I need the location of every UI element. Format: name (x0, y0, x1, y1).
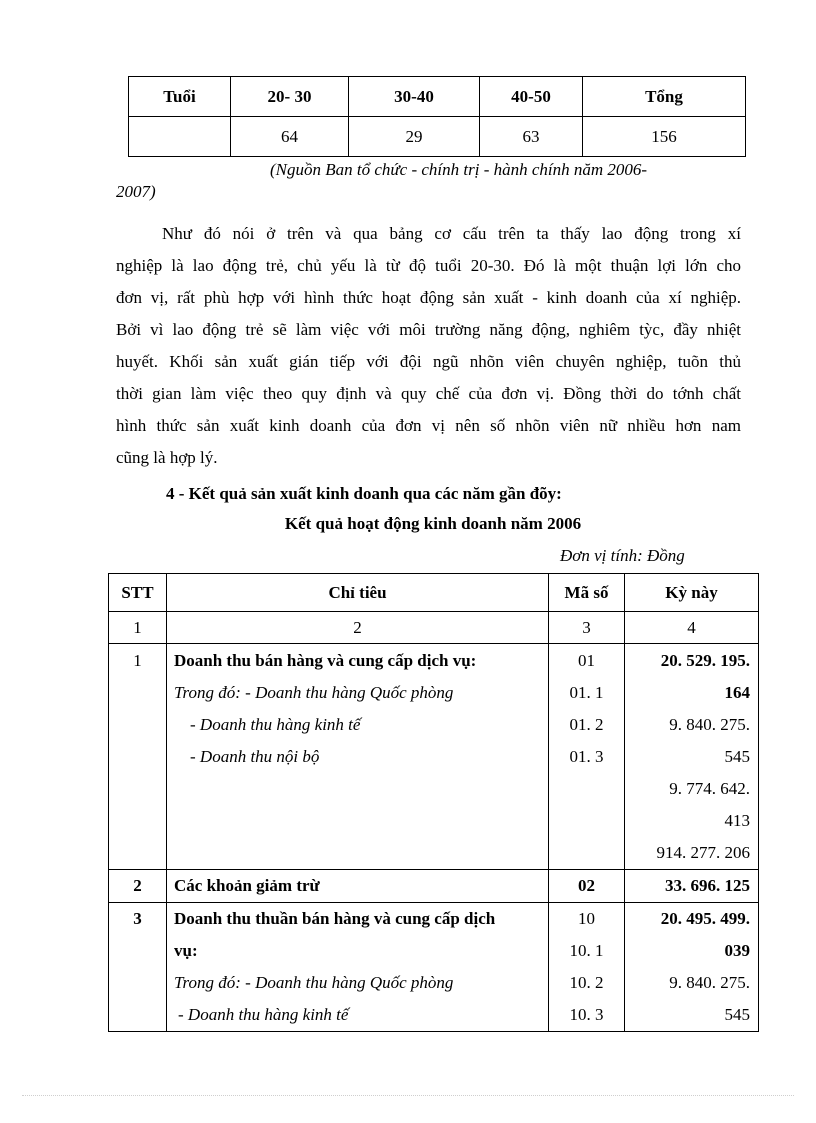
code-value: 10. 3 (569, 1005, 604, 1024)
paragraph-line: Bởi vì lao động trẻ sẽ làm việc với môi trường năng động, nghiêm tỳc, đầy nhiệt (116, 320, 741, 339)
amount-cell (625, 644, 759, 870)
code-value: 02 (578, 876, 595, 895)
header-cell: Tổng (583, 77, 746, 117)
header-cell: 40-50 (480, 77, 583, 117)
stt-cell (109, 644, 167, 870)
paragraph-line: huyết. Khối sản xuất gián tiếp với đội ngũ nhõn viên chuyên nghiệp, tuõn thủ (116, 352, 741, 371)
amount-value: 9. 774. 642. (669, 779, 750, 798)
page-footer-divider (22, 1095, 794, 1096)
item-label: - Doanh thu hàng kinh tế (178, 1005, 349, 1024)
body-paragraph (116, 218, 741, 474)
label-cell (167, 903, 549, 1032)
label-cell (167, 870, 549, 903)
item-label: Doanh thu bán hàng và cung cấp dịch vụ: (174, 651, 477, 670)
unit-label: Đơn vị tính: Đồng (560, 546, 685, 565)
header-cell: Tuổi (129, 77, 231, 117)
amount-value: 20. 495. 499. (660, 909, 750, 928)
code-cell (549, 644, 625, 870)
label-cell (167, 644, 549, 870)
code-value: 10. 2 (569, 973, 604, 992)
amount-cell (625, 903, 759, 1032)
value-cell: 64 (231, 117, 349, 157)
amount-value: 9. 840. 275. (669, 715, 750, 734)
stt-cell (109, 903, 167, 1032)
table-row (109, 644, 759, 870)
col-number: 1 (109, 612, 167, 644)
code-value: 10 (578, 909, 595, 928)
paragraph-line: đơn vị, rất phù hợp với hình thức hoạt động sản xuất - kinh doanh của xí nghiệp. (116, 288, 741, 307)
table-row (109, 612, 759, 644)
table-row (109, 870, 759, 903)
item-label: vụ: (174, 941, 198, 960)
value-cell: 63 (480, 117, 583, 157)
table-header-row (109, 574, 759, 612)
code-value: 01 (578, 651, 595, 670)
table-title: Kết quả hoạt động kinh doanh năm 2006 (284, 514, 582, 533)
amount-value: 413 (724, 811, 750, 830)
header-cell: STT (109, 574, 167, 612)
value-cell: 156 (583, 117, 746, 157)
stt-value: 1 (133, 651, 142, 670)
paragraph-line: hình thức sản xuất kinh doanh của đơn vị nên số nhõn viên nữ nhiều hơn nam (116, 416, 741, 435)
stt-value: 2 (133, 876, 142, 895)
code-value: 01. 2 (569, 715, 604, 734)
amount-cell (625, 870, 759, 903)
table-row (129, 117, 746, 157)
item-label: - Doanh thu hàng kinh tế (190, 715, 361, 734)
paragraph-line: cũng là hợp lý. (116, 448, 218, 467)
paragraph-line: nghiệp là lao động trẻ, chủ yếu là từ độ tuổi 20-30. Đó là một thuận lợi lớn cho (116, 256, 741, 275)
item-label: Trong đó: - Doanh thu hàng Quốc phòng (174, 973, 454, 992)
header-cell: Chỉ tiêu (167, 574, 549, 612)
amount-value: 039 (724, 941, 750, 960)
code-cell (549, 903, 625, 1032)
value-cell: 29 (349, 117, 480, 157)
code-cell (549, 870, 625, 903)
source-note: (Nguồn Ban tổ chức - chính trị - hành chính năm 2006- (270, 160, 648, 179)
paragraph-line: Như đó nói ở trên và qua bảng cơ cấu trên ta thấy lao động trong xí (162, 224, 741, 243)
header-cell: 20- 30 (231, 77, 349, 117)
amount-value: 164 (724, 683, 750, 702)
source-note-cont: 2007) (116, 182, 156, 201)
stt-cell (109, 870, 167, 903)
paragraph-line: thời gian làm việc theo quy định và quy chế của đơn vị. Đồng thời do tớnh chất (116, 384, 741, 403)
code-value: 10. 1 (569, 941, 604, 960)
item-label: - Doanh thu nội bộ (190, 747, 320, 766)
col-number: 4 (625, 612, 759, 644)
section-heading: 4 - Kết quả sản xuất kinh doanh qua các năm gần đõy: (166, 484, 562, 503)
table-row (109, 903, 759, 1032)
item-label: Doanh thu thuần bán hàng và cung cấp dịch (174, 909, 496, 928)
code-value: 01. 3 (569, 747, 604, 766)
amount-value: 20. 529. 195. (660, 651, 750, 670)
value-cell (129, 117, 231, 157)
col-number: 3 (549, 612, 625, 644)
amount-value: 9. 840. 275. (669, 973, 750, 992)
item-label: Trong đó: - Doanh thu hàng Quốc phòng (174, 683, 454, 702)
results-table (108, 573, 759, 1032)
code-value: 01. 1 (569, 683, 604, 702)
amount-value: 914. 277. 206 (656, 843, 750, 862)
amount-value: 33. 696. 125 (665, 876, 750, 895)
amount-value: 545 (724, 747, 750, 766)
header-cell: Mã số (549, 574, 625, 612)
stt-value: 3 (133, 909, 142, 928)
table-row (129, 77, 746, 117)
header-cell: 30-40 (349, 77, 480, 117)
header-cell: Kỳ này (625, 574, 759, 612)
col-number: 2 (167, 612, 549, 644)
age-structure-table (128, 76, 746, 157)
item-label: Các khoản giảm trừ (174, 876, 320, 895)
amount-value: 545 (724, 1005, 750, 1024)
